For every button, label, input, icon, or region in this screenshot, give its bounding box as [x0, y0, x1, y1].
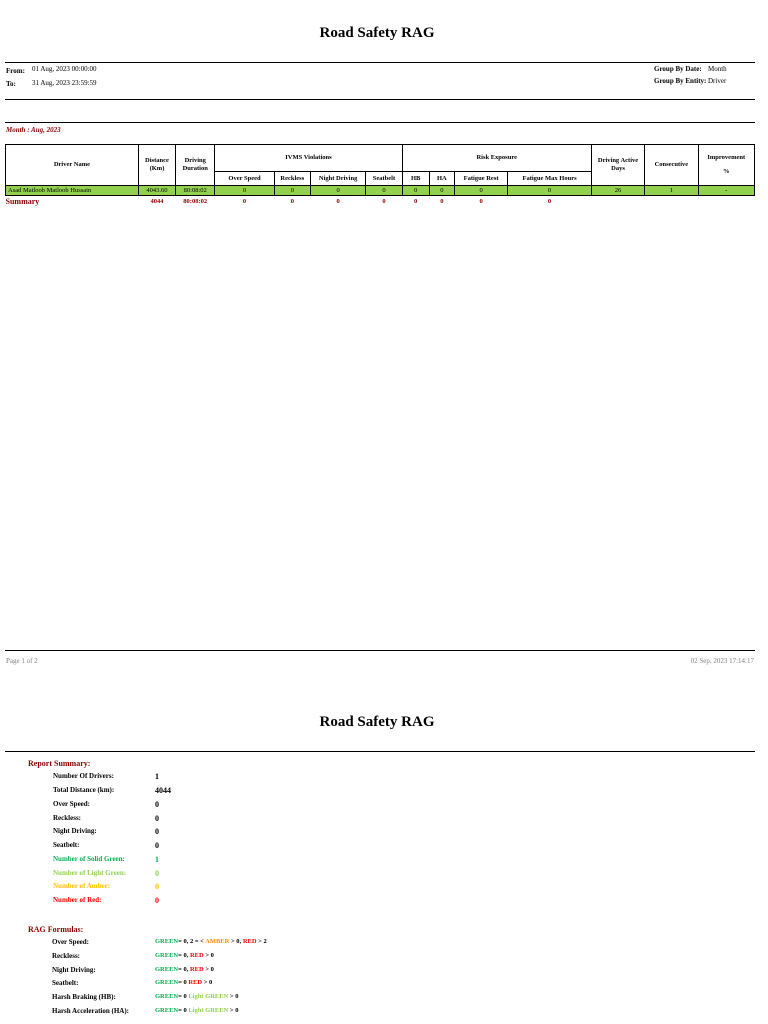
print-timestamp: 02 Sep, 2023 17:14:17 [690, 657, 754, 665]
formula-label-over-speed: Over Speed: [52, 938, 90, 946]
summary-value-drivers: 1 [155, 772, 159, 781]
formula-label-night-driving: Night Driving: [52, 966, 96, 974]
col-over-speed: Over Speed [215, 172, 274, 186]
formula-over-speed: GREEN= 0, 2 = < AMBER > 0, RED > 2 [155, 938, 267, 945]
cell-fatigue-rest: 0 [454, 186, 507, 196]
group-by-entity-value: Driver [708, 77, 727, 85]
summary-label-night-driving: Night Driving: [53, 827, 97, 835]
cell-reckless: 0 [274, 186, 310, 196]
cell-active-days: 26 [591, 186, 644, 196]
summary-value-distance: 4044 [155, 786, 171, 795]
summary-row [6, 196, 755, 209]
page-number: Page 1 of 2 [6, 657, 38, 665]
improvement-pct: % [723, 168, 730, 175]
formula-label-reckless: Reckless: [52, 952, 80, 960]
col-driving-duration: Driving Duration [176, 145, 215, 186]
summary-label-amber: Number of Amber: [53, 882, 111, 890]
cell-hb: 0 [402, 186, 429, 196]
col-driver-name: Driver Name [6, 145, 139, 186]
from-label: From: [6, 67, 25, 75]
summary-label-light-green: Number of Light Green: [53, 869, 127, 877]
cell-over-speed: 0 [215, 186, 274, 196]
summary-seatbelt: 0 [382, 198, 386, 205]
summary-value-night-driving: 0 [155, 827, 159, 836]
summary-value-amber: 0 [155, 882, 159, 891]
summary-duration: 80:08:02 [183, 198, 208, 205]
summary-label-reckless: Reckless: [53, 814, 81, 822]
header-bottom-rule [5, 99, 755, 100]
cell-distance: 4043.60 [138, 186, 175, 196]
formula-label-harsh-acceleration: Harsh Acceleration (HA): [52, 1007, 129, 1015]
cell-improvement: - [698, 186, 754, 196]
summary-night-driving: 0 [336, 198, 340, 205]
table-row [6, 186, 755, 196]
cell-seatbelt: 0 [366, 186, 402, 196]
formula-label-harsh-braking: Harsh Braking (HB): [52, 993, 116, 1001]
formula-reckless: GREEN= 0, RED > 0 [155, 952, 214, 959]
summary-value-red: 0 [155, 896, 159, 905]
col-group-ivms: IVMS Violations [215, 145, 402, 172]
col-distance: Distance (Km) [138, 145, 175, 186]
report-title: Road Safety RAG [319, 25, 435, 41]
formula-night-driving: GREEN= 0, RED > 0 [155, 966, 214, 973]
summary-label-seatbelt: Seatbelt: [53, 841, 80, 849]
formula-seatbelt: GREEN= 0 RED > 0 [155, 979, 213, 986]
summary-reckless: 0 [290, 198, 294, 205]
summary-label-red: Number of Red: [53, 896, 102, 904]
summary-value-solid-green: 1 [155, 855, 159, 864]
col-consecutive: Consecutive [645, 145, 698, 186]
month-group-label: Month : Aug, 2023 [6, 126, 61, 134]
section-rule [5, 122, 755, 123]
formula-label-seatbelt: Seatbelt: [52, 979, 79, 987]
summary-label-distance: Total Distance (km): [53, 786, 115, 794]
col-fatigue-rest: Fatigue Rest [454, 172, 507, 186]
summary-ha: 0 [440, 198, 444, 205]
col-night-driving: Night Driving [310, 172, 365, 186]
summary-label: Summary [5, 197, 40, 206]
header-top-rule [5, 62, 755, 63]
formula-harsh-acceleration: GREEN= 0 Light GREEN > 0 [155, 1007, 239, 1014]
summary-label-solid-green: Number of Solid Green: [53, 855, 125, 863]
col-fatigue-max: Fatigue Max Hours [508, 172, 592, 186]
page2-title-rule [5, 751, 755, 752]
to-label: To: [6, 80, 16, 88]
summary-fatigue-max: 0 [547, 198, 552, 205]
summary-value-reckless: 0 [155, 814, 159, 823]
group-by-date-value: Month [708, 65, 727, 73]
group-by-entity-label: Group By Entity: [654, 77, 707, 85]
col-ha: HA [429, 172, 454, 186]
col-improvement [698, 145, 754, 186]
report-summary-heading: Report Summary: [28, 759, 91, 768]
summary-fatigue-rest: 0 [479, 198, 483, 205]
summary-value-light-green: 0 [155, 869, 159, 878]
to-value: 31 Aug, 2023 23:59:59 [32, 79, 97, 87]
formula-harsh-braking: GREEN= 0 Light GREEN > 0 [155, 993, 239, 1000]
group-by-date-label: Group By Date: [654, 65, 702, 73]
col-active-days: Driving Active Days [591, 145, 644, 186]
cell-fatigue-max: 0 [508, 186, 592, 196]
rag-formulas-heading: RAG Formulas: [28, 925, 84, 934]
report-title-page2: Road Safety RAG [319, 714, 435, 730]
cell-driver-name: Asad Matloob Matloob Hussain [6, 186, 139, 196]
cell-duration: 80:08:02 [176, 186, 215, 196]
from-value: 01 Aug, 2023 00:00:00 [32, 65, 97, 73]
cell-night-driving: 0 [310, 186, 365, 196]
footer-rule [5, 650, 755, 651]
col-group-risk: Risk Exposure [402, 145, 591, 172]
summary-hb: 0 [414, 198, 418, 205]
rag-table [5, 144, 755, 208]
col-seatbelt: Seatbelt [366, 172, 402, 186]
col-hb: HB [402, 172, 429, 186]
summary-value-over-speed: 0 [155, 800, 159, 809]
summary-distance: 4044 [150, 198, 164, 205]
cell-consecutive: 1 [645, 186, 698, 196]
summary-over-speed: 0 [242, 198, 247, 205]
col-reckless: Reckless [274, 172, 310, 186]
cell-ha: 0 [429, 186, 454, 196]
improvement-label: Improvement [707, 154, 746, 161]
summary-label-drivers: Number Of Drivers: [53, 772, 114, 780]
summary-value-seatbelt: 0 [155, 841, 159, 850]
summary-label-over-speed: Over Speed: [53, 800, 91, 808]
